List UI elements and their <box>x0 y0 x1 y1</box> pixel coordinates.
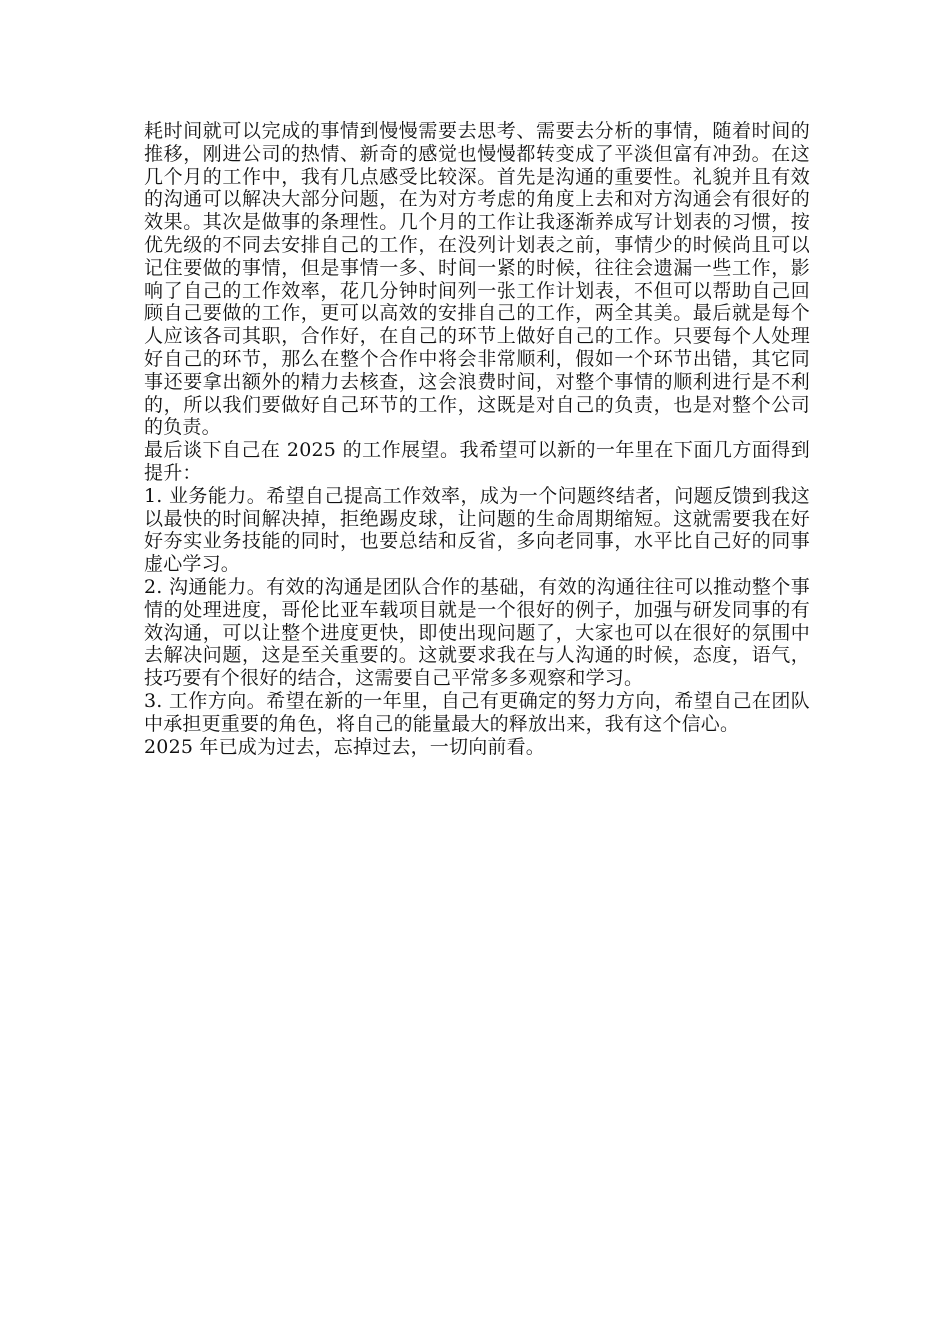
paragraph-reflection: 耗时间就可以完成的事情到慢慢需要去思考、需要去分析的事情，随着时间的推移，刚进公司的热情、新奇的感觉也慢慢都转变成了平淡但富有冲劲。在这几个月的工作中，我有几点感受比较深。首先是沟通的重要性。礼貌并且有效的沟通可以解决大部分问题，在为对方考虑的角度上去和对方沟通会有很好的效果。其次是做事的条理性。几个月的工作让我逐渐养成写计划表的习惯，按优先级的不同去安排自己的工作，在没列计划表之前，事情少的时候尚且可以记住要做的事情，但是事情一多、时间一紧的时候，往往会遗漏一些工作，影响了自己的工作效率，花几分钟时间列一张工作计划表，不但可以帮助自己回顾自己要做的工作，更可以高效的安排自己的工作，两全其美。最后就是每个人应该各司其职，合作好，在自己的环节上做好自己的工作。只要每个人处理好自己的环节，那么在整个合作中将会非常顺利，假如一个环节出错，其它同事还要拿出额外的精力去核查，这会浪费时间，对整个事情的顺利进行是不利的，所以我们要做好自己环节的工作，这既是对自己的负责，也是对整个公司的负责。 <box>144 120 810 439</box>
document-body <box>144 120 810 758</box>
paragraph-goal-direction: 3. 工作方向。希望在新的一年里，自己有更确定的努力方向，希望自己在团队中承担更重要的角色，将自己的能量最大的释放出来，我有这个信心。 <box>144 689 810 735</box>
paragraph-goal-business: 1. 业务能力。希望自己提高工作效率，成为一个问题终结者，问题反馈到我这以最快的时间解决掉，拒绝踢皮球，让问题的生命周期缩短。这就需要我在好好夯实业务技能的同时，也要总结和反省，多向老同事，水平比自己好的同事虚心学习。 <box>144 484 810 576</box>
paragraph-goal-communication: 2. 沟通能力。有效的沟通是团队合作的基础，有效的沟通往往可以推动整个事情的处理进度，哥伦比亚车载项目就是一个很好的例子，加强与研发同事的有效沟通，可以让整个进度更快，即使出现问题了，大家也可以在很好的氛围中去解决问题，这是至关重要的。这就要求我在与人沟通的时候，态度，语气，技巧要有个很好的结合，这需要自己平常多多观察和学习。 <box>144 575 810 690</box>
paragraph-closing: 2025 年已成为过去，忘掉过去，一切向前看。 <box>144 735 545 758</box>
paragraph-outlook-intro: 最后谈下自己在 2025 的工作展望。我希望可以新的一年里在下面几方面得到提升： <box>144 439 810 484</box>
